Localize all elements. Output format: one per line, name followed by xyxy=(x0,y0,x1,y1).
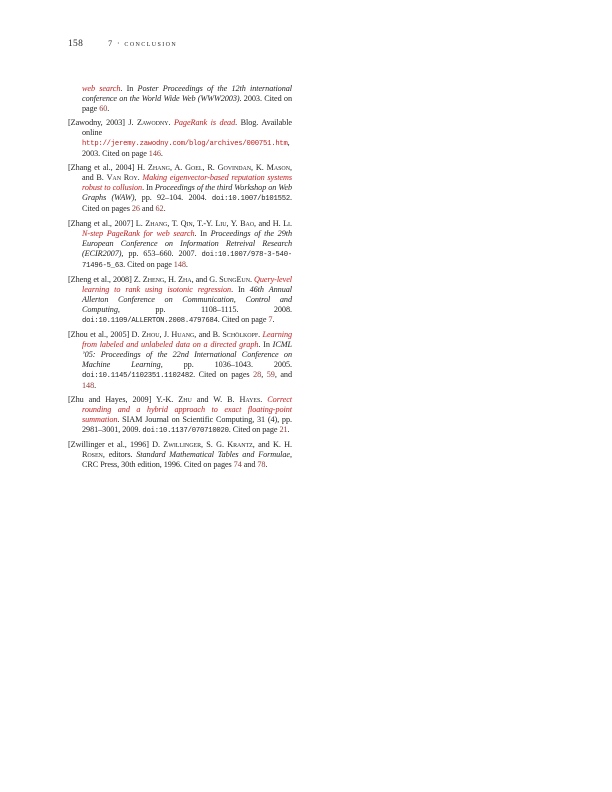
article-title-link[interactable]: web search xyxy=(82,84,121,93)
reference-text: . xyxy=(94,380,97,390)
page-ref-link[interactable]: 148 xyxy=(173,259,186,269)
doi-text: doi:10.1007/978-3-540-71496-5_63 xyxy=(82,250,292,270)
reference-text: , H. xyxy=(164,274,179,284)
reference-text: , pp. 653–660. 2007. xyxy=(121,248,202,258)
reference-text: [Zwillinger et al., 1996] D. xyxy=(68,440,164,450)
reference-text: . xyxy=(265,460,268,470)
page-ref-link[interactable]: 26 xyxy=(131,204,140,214)
author-name: Zhang xyxy=(145,218,168,228)
article-title-link[interactable]: Learning from labeled and unlabeled data on a directed graph xyxy=(82,329,293,349)
reference-text: . xyxy=(287,425,290,435)
reference-text: [Zhang et al., 2004] H. xyxy=(68,163,148,173)
reference-text: . xyxy=(137,173,143,183)
reference-text: . xyxy=(163,204,166,214)
page-ref-link[interactable]: 74 xyxy=(233,460,242,470)
reference-entry xyxy=(68,440,292,470)
author-name: Krantz xyxy=(227,440,253,450)
author-name: Qin xyxy=(180,218,193,228)
reference-text: . 2003. Cited on page xyxy=(82,94,293,113)
article-title-link[interactable]: N-step PageRank for web search xyxy=(82,228,195,238)
reference-text: , and B. xyxy=(82,163,292,183)
reference-text: [Zhu and Hayes, 2009] Y.-K. xyxy=(68,395,179,405)
page-ref-link[interactable]: 62 xyxy=(155,204,164,214)
chapter-header: 7 · conclusion xyxy=(108,39,178,48)
reference-text: . In xyxy=(142,183,155,193)
reference-text: , CRC Press, 30th edition, 1996. Cited on pages xyxy=(82,450,293,470)
reference-text: . In xyxy=(231,284,250,294)
reference-text: , pp. 92–104. 2004. xyxy=(134,193,212,203)
author-name: Zawodny xyxy=(137,118,169,128)
reference-entry xyxy=(68,118,292,159)
reference-text: . xyxy=(272,314,275,324)
author-name: Van Roy xyxy=(106,173,138,183)
reference-text: , and xyxy=(274,369,292,379)
reference-text: , and K. H. xyxy=(252,440,292,450)
reference-text: , R. xyxy=(202,163,218,173)
author-name: Zhang xyxy=(147,163,170,173)
reference-text: . xyxy=(260,395,268,405)
reference-text: . In xyxy=(258,339,273,349)
author-name: Mason xyxy=(266,163,290,173)
page-ref-link[interactable]: 78 xyxy=(257,460,266,470)
article-title-link[interactable]: Correct rounding and a hybrid approach to exact floating-point summation xyxy=(82,395,293,425)
reference-text: and xyxy=(241,460,258,470)
venue-title: Standard Mathematical Tables and Formulae xyxy=(136,450,291,460)
reference-text: , and G. xyxy=(191,274,220,284)
reference-text: . xyxy=(160,149,163,159)
url-link[interactable]: http://jeremy.zawodny.com/blog/archives/000751.htm xyxy=(82,140,288,149)
article-title-link[interactable]: PageRank is dead xyxy=(173,118,236,128)
author-name: Zheng xyxy=(142,274,165,284)
author-name: Hayes xyxy=(239,395,261,405)
page-ref-link[interactable]: 148 xyxy=(82,380,95,390)
article-title-link[interactable]: Query-level learning to rank using isotonic regression xyxy=(82,274,292,294)
venue-title: Proceedings of the third Workshop on Web Graphs (WAW) xyxy=(82,183,292,203)
doi-text: doi:10.1007/b101552 xyxy=(211,195,290,204)
reference-entry xyxy=(68,330,292,391)
reference-text: . xyxy=(107,104,110,113)
author-name: Zha xyxy=(178,274,192,284)
author-name: SungEun xyxy=(219,274,250,284)
reference-text: . Blog. Available online xyxy=(82,118,292,138)
author-name: Rosen xyxy=(82,450,103,460)
page-ref-link[interactable]: 7 xyxy=(268,314,273,324)
reference-entry xyxy=(68,275,292,326)
reference-text: and W. B. xyxy=(191,395,240,405)
reference-text: , and H. xyxy=(254,218,284,228)
author-name: Goel xyxy=(185,163,203,173)
author-name: Huang xyxy=(171,329,195,339)
reference-text: , T. xyxy=(167,218,181,228)
page-number: 158 xyxy=(68,39,84,49)
reference-text: , J. xyxy=(159,329,172,339)
reference-text: , editors. xyxy=(102,450,137,460)
bibliography-list xyxy=(68,84,292,475)
reference-text: , T.-Y. xyxy=(192,218,216,228)
reference-entry xyxy=(68,395,292,436)
reference-text: and xyxy=(139,204,156,214)
page-ref-link[interactable]: 28 xyxy=(253,369,262,379)
page-ref-link[interactable]: 21 xyxy=(279,425,288,435)
author-name: Bao xyxy=(240,218,255,228)
reference-text: , Y. xyxy=(226,218,241,228)
page-ref-link[interactable]: 146 xyxy=(148,149,161,159)
reference-text: , xyxy=(261,369,267,379)
reference-entry xyxy=(68,163,292,214)
reference-text: . xyxy=(290,218,292,228)
author-name: Liu xyxy=(215,218,227,228)
doi-text: doi:10.1137/070710020 xyxy=(142,427,229,436)
reference-text: , pp. 1108–1115. 2008. xyxy=(117,304,292,314)
reference-entry xyxy=(68,84,292,114)
author-name: Zhu xyxy=(178,395,192,405)
venue-title: 46th Annual Allerton Conference on Communication, Control and Computing xyxy=(82,284,292,314)
reference-text: , S. G. xyxy=(201,440,228,450)
author-name: Govindan xyxy=(217,163,252,173)
reference-text: , A. xyxy=(169,163,186,173)
reference-text: . xyxy=(258,329,263,339)
reference-text: . xyxy=(168,118,174,128)
reference-text: . Cited on page xyxy=(228,425,280,435)
reference-text: . In xyxy=(194,228,211,238)
reference-entry xyxy=(68,219,292,271)
page-ref-link[interactable]: 60 xyxy=(99,104,108,113)
venue-title: Proceedings of the 29th European Conference on Information Retreival Research (ECIR2007) xyxy=(82,228,292,258)
author-name: Zhou xyxy=(141,329,160,339)
venue-title: ICML ’05: Proceedings of the 22nd International Conference on Machine Learning xyxy=(82,339,292,369)
reference-text: [Zhang et al., 2007] L. xyxy=(68,218,146,228)
author-name: Schölkopf xyxy=(222,329,259,339)
reference-text: . Cited on page xyxy=(217,314,269,324)
reference-text: , pp. 1036–1043. 2005. xyxy=(160,359,292,369)
article-title-link[interactable]: Making eigenvector-based reputation systems robust to collusion xyxy=(82,173,292,193)
reference-text: . SIAM Journal on Scientific Computing, 31 (4), pp. 2981–3001, 2009. xyxy=(82,415,292,435)
running-header xyxy=(68,39,177,49)
reference-text: [Zhou et al., 2005] D. xyxy=(68,329,142,339)
reference-text: , and B. xyxy=(194,329,223,339)
page-ref-link[interactable]: 59 xyxy=(266,369,275,379)
reference-text: , K. xyxy=(251,163,267,173)
reference-text: , 2003. Cited on page xyxy=(82,138,290,159)
doi-text: doi:10.1145/1102351.1102482 xyxy=(82,371,194,380)
reference-text: . Cited on page xyxy=(123,259,174,269)
reference-text: . xyxy=(185,259,188,269)
reference-text: . Cited on pages xyxy=(193,369,254,379)
reference-text: [Zheng et al., 2008] Z. xyxy=(68,274,143,284)
author-name: Li xyxy=(283,218,290,228)
doi-text: doi:10.1109/ALLERTON.2008.4797684 xyxy=(82,316,218,325)
reference-text: . Cited on pages xyxy=(82,193,292,214)
reference-text: . In xyxy=(120,84,138,93)
reference-text: [Zawodny, 2003] J. xyxy=(68,118,138,128)
reference-text: . xyxy=(249,274,255,284)
venue-title: Poster Proceedings of the 12th international conference on the World Wide Web (WWW2003) xyxy=(82,84,292,103)
author-name: Zwillinger xyxy=(163,440,202,450)
